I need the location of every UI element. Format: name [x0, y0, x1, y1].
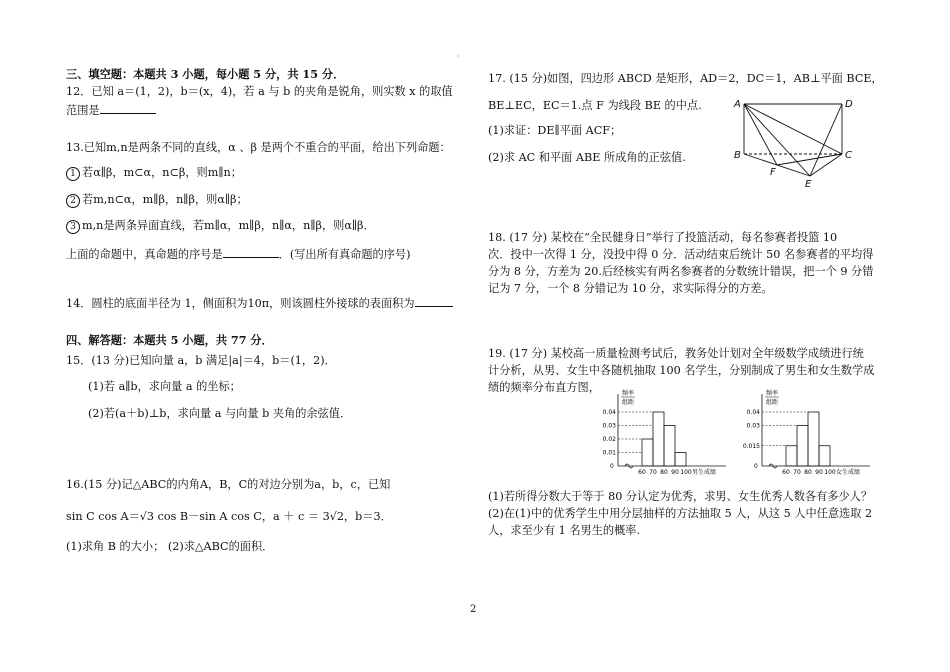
q19-part2-line2: 人，求至少有 1 名男生的概率. — [488, 524, 641, 537]
q17-part2: (2)求 AC 和平面 ABE 所成角的正弦值. — [488, 151, 686, 164]
histogram-female — [740, 384, 895, 479]
q16-line3: (1)求角 B 的大小； (2)求△ABC的面积． — [66, 540, 274, 553]
x-tick-label: 100 — [680, 469, 692, 476]
answer-blank — [100, 103, 156, 114]
histogram-bar — [808, 412, 819, 466]
q16-line1: 16.(15 分)记△ABC的内角A，B，C的对边分别为a，b，c，已知 — [66, 478, 391, 491]
x-axis-label: 女生成绩 — [836, 469, 861, 476]
q17-line1: 17. (15 分)如图，四边形 ABCD 是矩形，AD＝2，DC＝1，AB⊥平面 BCE， — [488, 72, 883, 85]
q14-line: 14．圆柱的底面半径为 1，侧面积为10π，则该圆柱外接球的表面积为 — [66, 296, 453, 311]
y-tick-label: 0.04 — [602, 409, 616, 416]
x-tick-label: 70 — [649, 469, 657, 476]
origin-label: 0 — [610, 463, 614, 470]
q15-part2: (2)若(a＋b)⊥b，求向量 a 与向量 b 夹角的余弦值． — [88, 407, 352, 420]
section-3-title: 三、填空题：本题共 3 小题，每小题 5 分，共 15 分． — [66, 67, 345, 81]
x-tick-label: 80 — [660, 469, 668, 476]
histogram-bar — [819, 446, 830, 466]
ylabel-top: 频率 — [766, 390, 779, 397]
q13-option-1: 1 若α∥β，m⊂α，n⊂β，则m∥n； — [66, 166, 242, 181]
q19-line1: 19. (17 分) 某校高一质量检测考试后，教务处计划对全年级数学成绩进行统 — [488, 347, 864, 360]
vertex-label-F: F — [770, 167, 776, 178]
circled-number: 3 — [66, 220, 80, 234]
circled-number: 2 — [66, 194, 80, 208]
x-tick-label: 90 — [815, 469, 823, 476]
x-tick-label: 80 — [804, 469, 812, 476]
q18-line4: 记为 7 分，一个 8 分错记为 10 分，求实际得分的方差。 — [488, 282, 773, 295]
vertex-label-D: D — [845, 99, 853, 110]
vertex-label-E: E — [805, 179, 812, 190]
histogram-bar — [786, 446, 797, 466]
q12-line2: 范围是 — [66, 103, 156, 118]
section-4-title: 四、解答题：本题共 5 小题，共 77 分． — [66, 333, 273, 347]
vertex-label-A: A — [734, 99, 741, 110]
origin-label: 0 — [754, 463, 758, 470]
q19-line2: 计分析，从男、女生中各随机抽取 100 名学生，分别制成了男生和女生数学成 — [488, 364, 875, 377]
q18-line2: 次．投中一次得 1 分，没投中得 0 分．活动结束后统计 50 名参赛者的平均得 — [488, 248, 874, 261]
vertex-label-B: B — [734, 150, 741, 161]
y-tick-label: 0.03 — [602, 422, 616, 430]
q19-part1: (1)若所得分数大于等于 80 分认定为优秀，求男、女生优秀人数各有多少人？ — [488, 490, 873, 503]
histogram-bar — [653, 412, 664, 466]
q17-part1: (1)求证：DE∥平面 ACF； — [488, 124, 622, 137]
q17-line2: BE⊥EC，EC＝1.点 F 为线段 BE 的中点. — [488, 99, 702, 112]
y-tick-label: 0.02 — [602, 436, 616, 443]
y-tick-label: 0.03 — [746, 422, 760, 430]
edge-AC — [744, 104, 842, 154]
page-number: 2 — [470, 604, 477, 615]
histogram-bar — [664, 426, 675, 467]
q18-line3: 分为 8 分，方差为 20.后经核实有两名参赛者的分数统计错误，把一个 9 分错 — [488, 265, 874, 278]
answer-blank — [415, 296, 453, 307]
ylabel-top: 频率 — [622, 390, 635, 397]
q16-line2: sin C cos A＝√3 cos B－sin A cos C，a ＋ c ＝ 3√2，b＝3． — [66, 510, 392, 523]
ylabel-bottom: 组距 — [622, 399, 635, 406]
q19-part2-line1: (2)在(1)中的优秀学生中用分层抽样的方法抽取 5 人，从这 5 人中任意选取 2 — [488, 507, 873, 520]
header-mark: · — [457, 52, 460, 61]
q19-line3: 绩的频率分布直方图， — [488, 381, 600, 394]
x-tick-label: 100 — [824, 469, 836, 476]
x-tick-label: 60 — [782, 469, 790, 476]
y-tick-label: 0.04 — [746, 409, 760, 416]
histogram-bar — [675, 453, 686, 467]
x-tick-label: 90 — [671, 469, 679, 476]
circled-number: 1 — [66, 167, 80, 181]
y-tick-label: 0.015 — [742, 442, 760, 450]
vertex-label-C: C — [845, 150, 852, 161]
q18-line1: 18. (17 分) 某校在“全民健身日”举行了投篮活动，每名参赛者投篮 10 — [488, 231, 838, 244]
x-axis-label: 男生成绩 — [692, 469, 717, 476]
edge-FC — [777, 154, 842, 165]
q12-line1: 12．已知 a＝(1，2)，b＝(x，4)，若 a 与 b 的夹角是锐角，则实数 x 的取值 — [66, 85, 453, 98]
geometry-figure — [732, 94, 867, 190]
x-tick-label: 70 — [793, 469, 801, 476]
ylabel-bottom: 组距 — [766, 399, 779, 406]
q13-option-2: 2 若m,n⊂α，m∥β，n∥β，则α∥β； — [66, 193, 248, 208]
histogram-bar — [797, 426, 808, 467]
histogram-bar — [642, 439, 653, 466]
q15-line1: 15．(13 分)已知向量 a，b 满足|a|＝4，b＝(1，2)． — [66, 354, 336, 367]
q13-question: 上面的命题中，真命题的序号是 ．(写出所有真命题的序号) — [66, 248, 411, 261]
histogram-male — [596, 384, 731, 479]
x-tick-label: 60 — [638, 469, 646, 476]
q15-part1: (1)若 a∥b，求向量 a 的坐标； — [88, 380, 241, 393]
q13-line1: 13.已知m,n是两条不同的直线，α 、β 是两个不重合的平面，给出下列命题： — [66, 141, 451, 154]
y-tick-label: 0.01 — [602, 449, 616, 457]
q13-option-3: 3 m,n是两条异面直线，若m∥α，m∥β，n∥α，n∥β，则α∥β． — [66, 219, 375, 234]
answer-blank — [223, 247, 279, 258]
